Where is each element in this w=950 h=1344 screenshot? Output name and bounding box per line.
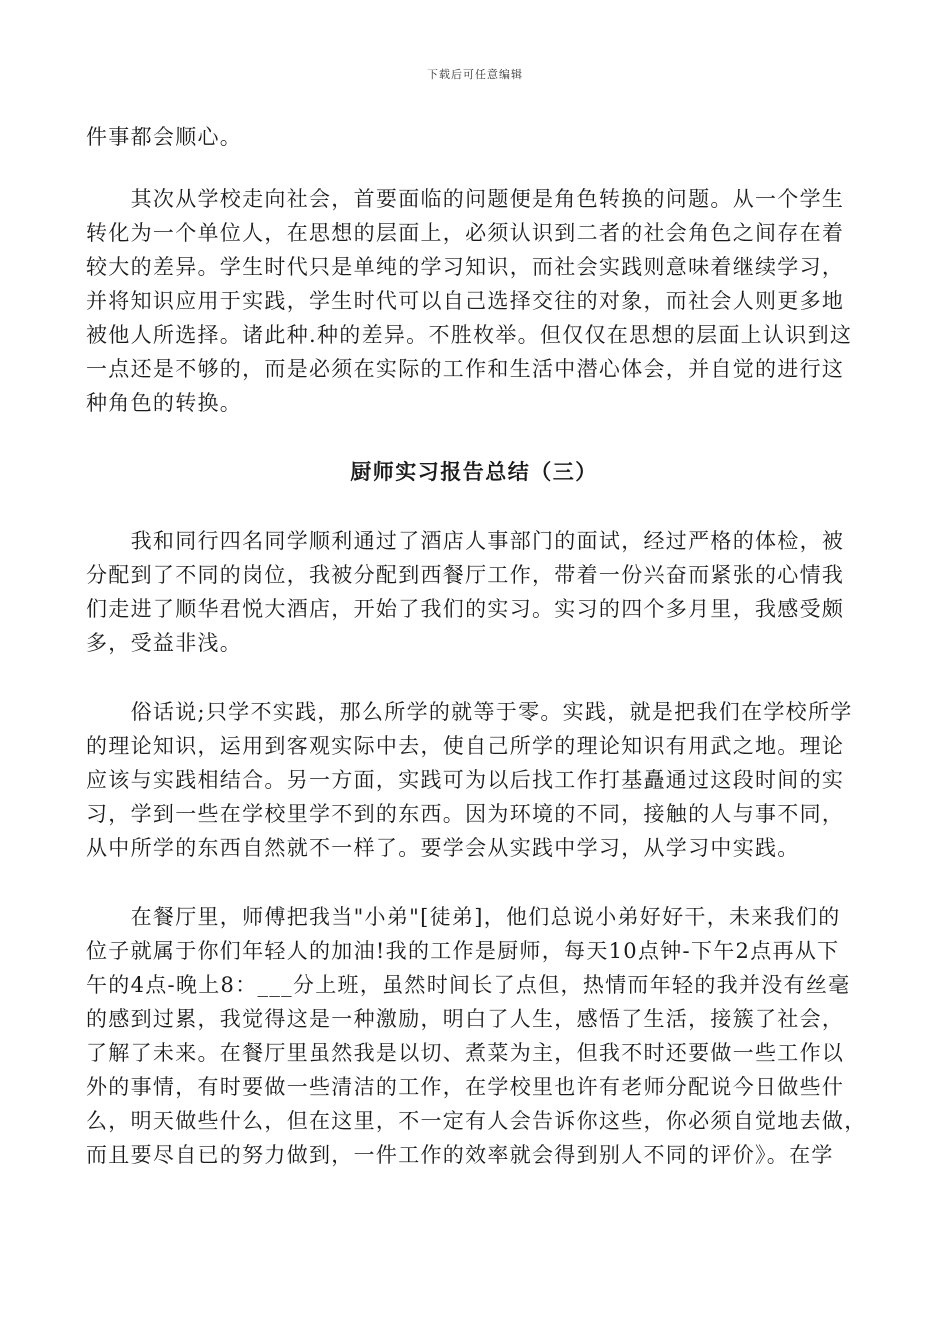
text-line: 多，受益非浅。 <box>86 631 243 655</box>
text-line: 么，明天做些什么，但在这里，不一定有人会告诉你这些，你必须自觉地去做， <box>86 1109 867 1133</box>
text-line: 从中所学的东西自然就不一样了。要学会从实践中学习，从学习中实践。 <box>86 836 800 860</box>
text-line: 较大的差异。学生时代只是单纯的学习知识，而社会实践则意味着继续学习， <box>86 255 845 279</box>
text-line: 我和同行四名同学顺利通过了酒店人事部门的面试，经过严格的体检，被 <box>86 529 845 553</box>
text-line: 午的4点-晚上8：___分上班，虽然时间长了点但，热情而年轻的我并没有丝毫 <box>86 973 851 997</box>
section-title: 厨师实习报告总结（三） <box>350 459 598 484</box>
text-line: 其次从学校走向社会，首要面临的问题便是角色转换的问题。从一个学生 <box>86 187 845 211</box>
text-line: 习，学到一些在学校里学不到的东西。因为环境的不同，接触的人与事不同， <box>86 802 845 826</box>
text-line: 分配到了不同的岗位，我被分配到西餐厅工作，带着一份兴奋而紧张的心情我 <box>86 563 845 587</box>
document-body <box>86 120 867 1172</box>
text-line: 外的事情，有时要做一些清洁的工作，在学校里也许有老师分配说今日做些什 <box>86 1075 845 1099</box>
paragraph-intro <box>86 524 862 660</box>
text-line: 一点还是不够的，而是必须在实际的工作和生活中潜心体会，并自觉的进行这 <box>86 357 845 381</box>
paragraph-restaurant <box>86 900 867 1172</box>
paragraph-practice <box>86 695 862 865</box>
text-line: 俗话说;只学不实践，那么所学的就等于零。实践，就是把我们在学校所学 <box>86 700 853 724</box>
text-line: 转化为一个单位人，在思想的层面上，必须认识到二者的社会角色之间存在着 <box>86 221 845 245</box>
text-line: 们走进了顺华君悦大酒店，开始了我们的实习。实习的四个多月里，我感受颇 <box>86 597 845 621</box>
text-line: 的感到过累，我觉得这是一种激励，明白了人生，感悟了生活，接簇了社会， <box>86 1007 845 1031</box>
text-line: 了解了未来。在餐厅里虽然我是以切、煮菜为主，但我不时还要做一些工作以 <box>86 1041 845 1065</box>
paragraph-continuation <box>86 120 862 154</box>
text-line: 被他人所选择。诸此种.种的差异。不胜枚举。但仅仅在思想的层面上认识到这 <box>86 323 853 347</box>
text-line: 位子就属于你们年轻人的加油!我的工作是厨师，每天10点钟-下午2点再从下 <box>86 939 840 963</box>
text-line: 种角色的转换。 <box>86 391 243 415</box>
text-line: 而且要尽自已的努力做到，一件工作的效率就会得到别人不同的评价》。在学 <box>86 1143 834 1167</box>
text-line: 并将知识应用于实践，学生时代可以自己选择交往的对象，而社会人则更多地 <box>86 289 845 313</box>
page-header-note: 下载后可任意编辑 <box>427 68 523 81</box>
text-line: 的理论知识，运用到客观实际中去，使自己所学的理论知识有用武之地。理论 <box>86 734 845 758</box>
text-line: 在餐厅里，师傅把我当"小弟"[徒弟]，他们总说小弟好好干，未来我们的 <box>86 905 841 929</box>
text-line: 件事都会顺心。 <box>86 125 243 149</box>
paragraph-role-transition <box>86 182 862 420</box>
text-line: 应该与实践相结合。另一方面，实践可为以后找工作打基矗通过这段时间的实 <box>86 768 845 792</box>
